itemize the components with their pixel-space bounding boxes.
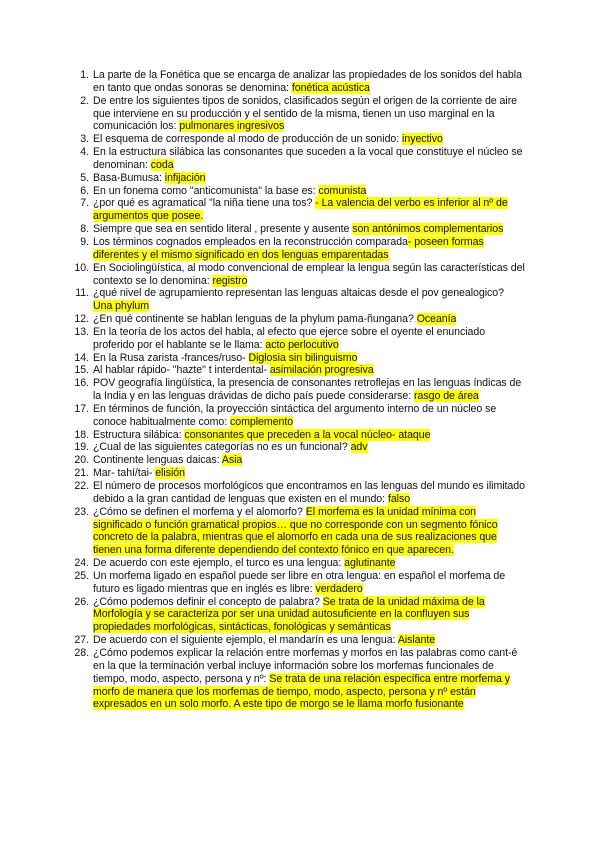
answer-highlight: infijación (164, 171, 206, 184)
answer-highlight: inyectivo (402, 133, 443, 146)
question-text: Basa-Bumusa: (93, 171, 165, 184)
answer-highlight: registro (212, 274, 248, 287)
list-item (74, 351, 525, 365)
answer-highlight: adv (350, 441, 368, 454)
answer-highlight: consonantes que preceden a la vocal núcleo- ataque (184, 428, 431, 441)
list-item (74, 454, 525, 467)
list-item (80, 69, 525, 95)
answer-highlight: complemento (230, 415, 294, 428)
answer-highlight: elisión (155, 467, 185, 480)
item-number: 24. (74, 557, 89, 570)
item-number: 15. (74, 364, 89, 377)
list-item (80, 94, 525, 134)
item-number: 17. (74, 402, 89, 415)
question-text: El esquema de corresponde al modo de producción de un sonido: (93, 133, 403, 146)
list-item (74, 261, 525, 288)
item-number: 3. (80, 133, 89, 146)
answer-highlight: son antónimos complementarios (352, 223, 504, 236)
answer-highlight: El morfema es la unidad mínima con significado o función gramatical propios… que no corresponde con un segmento fónico concreto de la palabra, mientras que el alomorfo en cada una de sus realizaciones que tienen una forma diferente dependiendo del contexto fónico en que aparecen. (93, 505, 498, 557)
question-text: En términos de función, la proyección sintáctica del argumento interno de un núcleo se conoce habitualmente como: (93, 402, 497, 428)
list-item (80, 146, 525, 172)
item-number: 28. (74, 646, 89, 659)
question-text: En Sociolingüística, al modo convencional de emplear la lengua según las características del contexto se lo denomina: (93, 261, 525, 287)
item-number: 25. (74, 569, 89, 582)
answer-highlight: Oceanía (416, 313, 457, 326)
item-number: 10. (74, 261, 89, 274)
question-text: Al hablar rápido- "hazte" t interdental- (93, 364, 270, 377)
question-text: ¿Cómo se definen el morfema y el alomorfo? (93, 505, 306, 518)
list-item (74, 467, 525, 480)
question-text: Un morfema ligado en español puede ser libre en otra lengua: en español el morfema de futuro es ligado mientras que en inglés es libre: (93, 569, 506, 595)
item-number: 8. (80, 223, 89, 236)
list-item (74, 480, 525, 506)
question-text: De acuerdo con este ejemplo, el turco es una lengua: (93, 557, 345, 570)
answer-highlight: Diglosia sin bilinguismo (248, 351, 358, 364)
question-text: El número de procesos morfológicos que encontramos en las lenguas del mundo es ilimitado debido a la gran cantidad de lenguas que existen en el mundo: (93, 480, 525, 505)
item-number: 21. (74, 467, 89, 480)
item-number: 11. (75, 287, 89, 300)
list-item (74, 557, 525, 570)
answer-highlight: rasgo de área (414, 390, 479, 403)
question-text: Los términos cognados empleados en la reconstrucción comparada (93, 235, 408, 248)
list-item (74, 325, 525, 352)
list-item (80, 235, 525, 262)
answer-highlight: pulmonares ingresivos (179, 120, 285, 133)
list-item (74, 441, 525, 454)
list-item (75, 287, 525, 313)
answer-highlight: Una phylum (93, 300, 150, 313)
question-text: La parte de la Fonética que se encarga de analizar las propiedades de los sonidos del habla en tanto que ondas sonoras se denomina: (93, 69, 522, 94)
question-text: En un fonema como "anticomunista" la base es: (93, 184, 319, 197)
item-number: 5. (80, 171, 89, 184)
item-number: 9. (80, 235, 89, 248)
list-item (74, 595, 525, 635)
list-item (74, 313, 525, 326)
answer-highlight: - poseen formas diferentes y el mismo significado en dos lenguas emparentadas (93, 235, 484, 261)
answer-highlight: acto perlocutivo (265, 338, 339, 351)
answer-highlight: Se trata de una relación específica entre morfema y morfo de manera que los morfemas de tiempo, modo, aspecto, persona y nº están expresados en un solo morfo. A este tipo de morgo se le llama morfo fusionante (93, 672, 510, 711)
answer-highlight: aglutinante (344, 557, 396, 570)
question-text: De entre los siguientes tipos de sonidos, clasificados según el origen de la corriente de aire que interviene en su producción y el sentido de la misma, tienen un uso marginal en la comunicación los: (93, 94, 518, 133)
question-text: Continente lenguas daicas: (93, 454, 222, 467)
item-number: 12. (74, 313, 89, 326)
list-item (74, 364, 525, 377)
list-item (80, 223, 525, 236)
question-text: De acuerdo con el siguiente ejemplo, el mandarín es una lengua: (93, 634, 398, 647)
list-item (74, 634, 525, 647)
item-number: 27. (74, 634, 89, 647)
question-text: ¿Cual de las siguientes categorías no es un funcional? (93, 441, 351, 454)
item-number: 4. (80, 146, 89, 159)
list-item (74, 646, 525, 711)
item-number: 23. (74, 505, 89, 518)
answer-highlight: asimilación progresiva (269, 364, 374, 377)
item-number: 26. (74, 595, 89, 608)
question-text: En la estructura silábica las consonantes que suceden a la vocal que constituye el núcleo se denominan: (93, 146, 523, 171)
answer-highlight: Aislante (397, 634, 436, 647)
item-number: 6. (80, 184, 89, 197)
item-number: 22. (74, 480, 89, 492)
item-number: 13. (74, 325, 89, 338)
list-item (80, 184, 525, 198)
answer-highlight: falso (387, 492, 411, 505)
item-number: 20. (74, 454, 89, 467)
question-text: ¿Cómo podemos explicar la relación entre morfemas y morfos en las palabras como cant-é en la que la terminación verbal incluye información sobre los morfemas funcionales de tiempo, modo, aspecto, persona y nº: (93, 646, 518, 685)
item-number: 1. (80, 69, 89, 81)
question-list (74, 69, 525, 711)
item-number: 14. (74, 351, 89, 364)
item-number: 16. (74, 377, 89, 390)
question-text: ¿por qué es agramatical "la niña tiene una tos? (93, 197, 316, 210)
item-number: 19. (74, 441, 89, 454)
answer-highlight: comunista (318, 184, 367, 197)
list-item (74, 569, 525, 596)
list-item (80, 197, 525, 223)
answer-highlight: coda (150, 158, 174, 171)
question-text: En la Rusa zarista -frances/ruso- (93, 351, 249, 364)
question-text: ¿Cómo podemos definir el concepto de palabra? (93, 595, 323, 608)
list-item (80, 133, 525, 146)
question-text: ¿En qué continente se hablan lenguas de la phylum pama-ñungana? (93, 313, 417, 326)
question-text: Mar- tahí/tai- (93, 467, 156, 480)
list-item (74, 428, 525, 442)
answer-highlight: - La valencia del verbo es inferior al nº de argumentos que posee. (93, 197, 508, 223)
answer-highlight: verdadero (315, 582, 363, 595)
list-item (74, 402, 525, 429)
item-number: 2. (80, 94, 89, 107)
list-item (80, 171, 525, 185)
answer-highlight: fonética acústica (291, 81, 370, 94)
question-text: Siempre que sea en sentido literal , presente y ausente (93, 223, 353, 236)
question-text: POV geografía lingüística, la presencia de consonantes retroflejas en las lenguas índicas de la India y en las lenguas drávidas de dicho país puede considerarse: (93, 377, 522, 403)
question-text: ¿qué nivel de agrupamiento representan las lenguas altaicas desde el pov genealogico? (93, 287, 504, 300)
list-item (74, 377, 525, 403)
question-text: En la teoría de los actos del habla, al efecto que ejerce sobre el oyente el enunciado proferido por el hablante se le llama: (93, 325, 486, 351)
question-text: Estructura silábica: (93, 428, 185, 441)
item-number: 18. (74, 428, 89, 441)
item-number: 7. (80, 197, 89, 210)
answer-highlight: Se trata de la unidad máxima de la Morfología y se caracteriza por ser una unidad autosuficiente en la confluyen sus propiedades morfológicas, sintácticas, fonológicas y semánticas (93, 595, 485, 634)
list-item (74, 505, 525, 557)
answer-highlight: Asia (221, 454, 243, 467)
